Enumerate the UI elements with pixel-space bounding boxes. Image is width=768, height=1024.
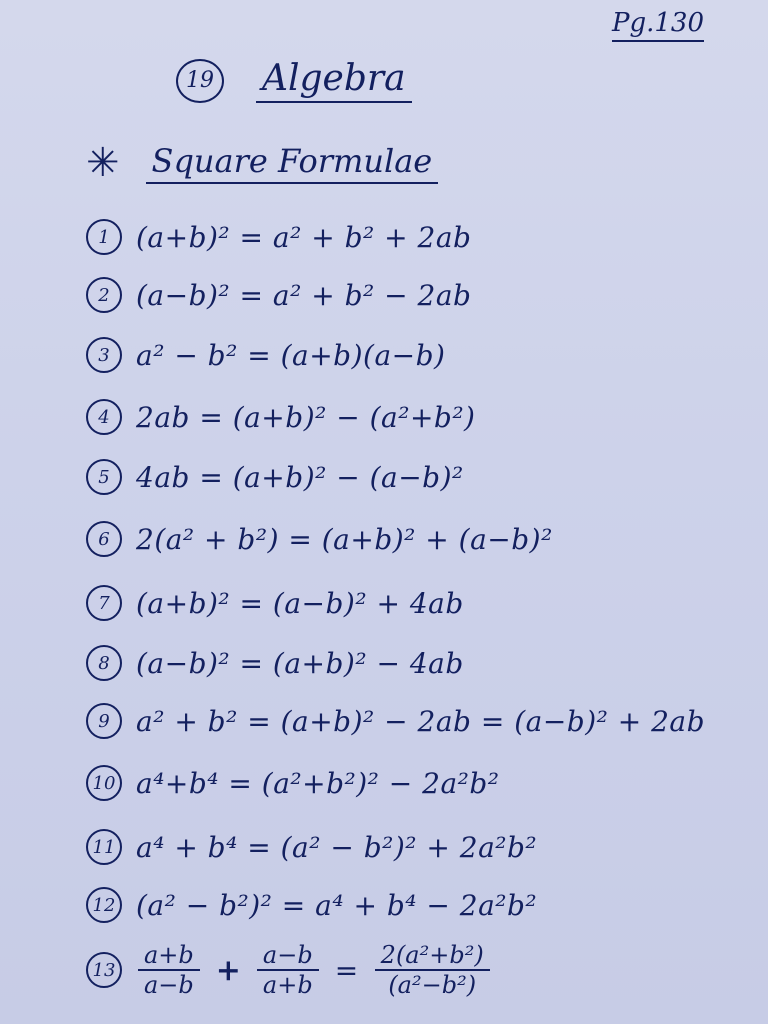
left-denominator: a−b — [144, 971, 194, 999]
formula-number: 8 — [86, 645, 122, 681]
formula-11 — [86, 826, 537, 868]
formula-10 — [86, 762, 500, 804]
chapter-number: 19 — [176, 59, 224, 103]
formula-9 — [86, 700, 705, 742]
formula-3 — [86, 334, 445, 376]
formula-expression: a⁴+b⁴ = (a²+b²)² − 2a²b² — [136, 766, 500, 800]
chapter-title: Algebra — [256, 58, 412, 103]
formula-number: 7 — [86, 585, 122, 621]
formula-number: 4 — [86, 399, 122, 435]
formula-number: 13 — [86, 952, 122, 988]
page-number: Pg.130 — [612, 8, 704, 42]
formula-expression: (a−b)² = (a+b)² − 4ab — [136, 646, 464, 680]
formula-1 — [86, 216, 471, 258]
formula-2 — [86, 274, 471, 316]
formula-number: 2 — [86, 277, 122, 313]
formula-expression: 2(a² + b²) = (a+b)² + (a−b)² — [136, 522, 553, 556]
formula-number: 10 — [86, 765, 122, 801]
equals-sign: = — [334, 953, 359, 987]
formula-number: 12 — [86, 887, 122, 923]
formula-expression: a² + b² = (a+b)² − 2ab = (a−b)² + 2ab — [136, 704, 706, 738]
formula-number: 9 — [86, 703, 122, 739]
formula-expression: a⁴ + b⁴ = (a² − b²)² + 2a²b² — [136, 830, 538, 864]
formula-13 — [86, 940, 490, 1000]
formula-12 — [86, 884, 537, 926]
formula-number: 11 — [86, 829, 122, 865]
formula-expression: 4ab = (a+b)² − (a−b)² — [136, 460, 464, 494]
formula-4 — [86, 396, 475, 438]
section-heading — [86, 142, 438, 184]
right-denominator: a+b — [262, 971, 313, 999]
formula-expression: a² − b² = (a+b)(a−b) — [136, 338, 446, 372]
formula-expression: (a+b)² = a² + b² + 2ab — [136, 220, 472, 254]
formula-number: 5 — [86, 459, 122, 495]
formula-number: 1 — [86, 219, 122, 255]
right-fraction — [257, 941, 319, 999]
formula-7 — [86, 582, 464, 624]
result-fraction — [375, 941, 490, 999]
chapter-heading — [176, 58, 412, 103]
formula-expression: (a² − b²)² = a⁴ + b⁴ − 2a²b² — [136, 888, 538, 922]
right-numerator: a−b — [257, 941, 319, 971]
section-title: Square Formulae — [146, 142, 439, 184]
left-fraction — [138, 941, 200, 999]
formula-number: 3 — [86, 337, 122, 373]
asterisk-icon: ✳ — [86, 140, 120, 186]
left-numerator: a+b — [138, 941, 200, 971]
formula-expression: (a+b)² = (a−b)² + 4ab — [136, 586, 464, 620]
result-numerator: 2(a²+b²) — [375, 941, 490, 971]
formula-expression: (a−b)² = a² + b² − 2ab — [136, 278, 472, 312]
plus-operator: + — [215, 952, 241, 988]
result-denominator: (a²−b²) — [388, 971, 477, 999]
formula-5 — [86, 456, 464, 498]
formula-number: 6 — [86, 521, 122, 557]
formula-8 — [86, 642, 464, 684]
formula-6 — [86, 518, 553, 560]
formula-expression: 2ab = (a+b)² − (a²+b²) — [136, 400, 476, 434]
